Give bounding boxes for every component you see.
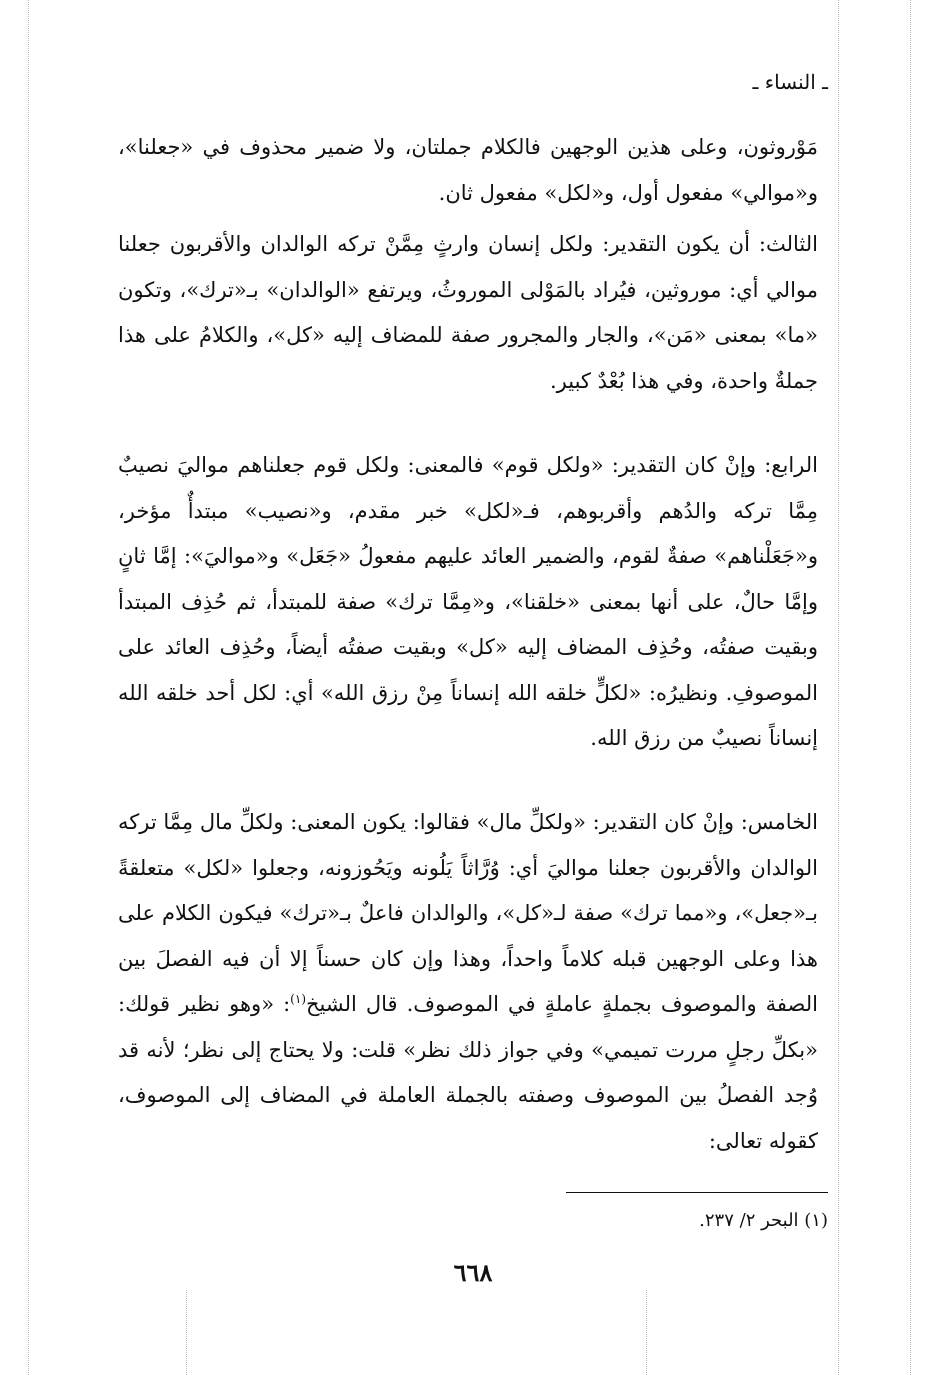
scan-guide-line <box>838 0 839 1375</box>
running-header: ـ النساء ـ <box>752 70 828 94</box>
paragraph-1: مَوْروثون، وعلى هذين الوجهين فالكلام جملتان، ولا ضمير محذوف في «جعلنا»، و«موالي» مفعول أول، و«لكل» مفعول ثان. <box>118 135 818 205</box>
paragraph-3: الرابع: وإنْ كان التقدير: «ولكل قوم» فالمعنى: ولكل قوم جعلناهم مواليَ نصيبٌ مِمَّا تركه والدُهم وأقربوهم، فـ«لكل» خبر مقدم، و«نصيب» مبتدأٌ مؤخر، و«جَعَلْناهم» صفةٌ لقوم، والضمير العائد عليهم مفعولُ «جَعَل» و«مواليَ»: إمَّا ثانٍ وإمَّا حالٌ، على أنها بمعنى «خلقنا»، و«مِمَّا ترك» صفة للمبتدأ، ثم حُذِف المبتدأ وبقيت صفتُه، وحُذِف المضاف إليه «كل» وبقيت صفتُه أيضاً، وحُذِف العائد على الموصوفِ. ونظيرُه: «لكلٍّ خلقه الله إنساناً مِنْ رزق الله» أي: لكل أحد خلقه الله إنساناً نصيبٌ من رزق الله. <box>118 453 818 750</box>
scan-guide-line <box>186 1290 187 1375</box>
footnote-marker: (١) <box>290 992 306 1006</box>
page-number: ٦٦٨ <box>453 1258 493 1287</box>
scan-guide-line <box>28 0 29 1375</box>
paragraph-4-text-end: : «وهو نظير قولك: «بكلِّ رجلٍ مررت تميمي» وفي جواز ذلك نظر» قلت: ولا يحتاج إلى نظر؛ لأنه قد وُجد الفصلُ بين الموصوف وصفته بالجملة العاملة في المضاف إلى الموصوف، كقوله تعالى: <box>118 992 818 1153</box>
scan-guide-line <box>646 1290 647 1375</box>
paragraph-2: الثالث: أن يكون التقدير: ولكل إنسان وارثٍ مِمَّنْ تركه الوالدان والأقربون جعلنا موالي أي: موروثين، فيُراد بالمَوْلى الموروثُ، ويرتفع «الوالدان» بـ«ترك»، وتكون «ما» بمعنى «مَن»، والجار والمجرور صفة للمضاف إليه «كل»، والكلامُ على هذا جملةٌ واحدة، وفي هذا بُعْدٌ كبير. <box>118 232 818 393</box>
footnote: (١) البحر ٢/ ٢٣٧. <box>699 1210 828 1231</box>
footnote-separator <box>566 1192 828 1193</box>
paragraph-4-text-start: الخامس: وإنْ كان التقدير: «ولكلِّ مال» فقالوا: يكون المعنى: ولكلِّ مال مِمَّا تركه الوالدان والأقربون جعلنا مواليَ أي: وُرَّاثاً يَلُونه ويَحُوزونه، وجعلوا «لكل» متعلقةً بـ«جعل»، و«مما ترك» صفة لـ«كل»، والوالدان فاعلٌ بـ«ترك» فيكون الكلام على هذا وعلى الوجهين قبله كلاماً واحداً، وهذا وإن كان حسناً إلا أن فيه الفصلَ بين الصفة والموصوف بجملةٍ عاملةٍ في الموصوف. قال الشيخ <box>118 810 818 1016</box>
scan-guide-line <box>910 0 911 1375</box>
paragraph-4 <box>118 800 818 1164</box>
